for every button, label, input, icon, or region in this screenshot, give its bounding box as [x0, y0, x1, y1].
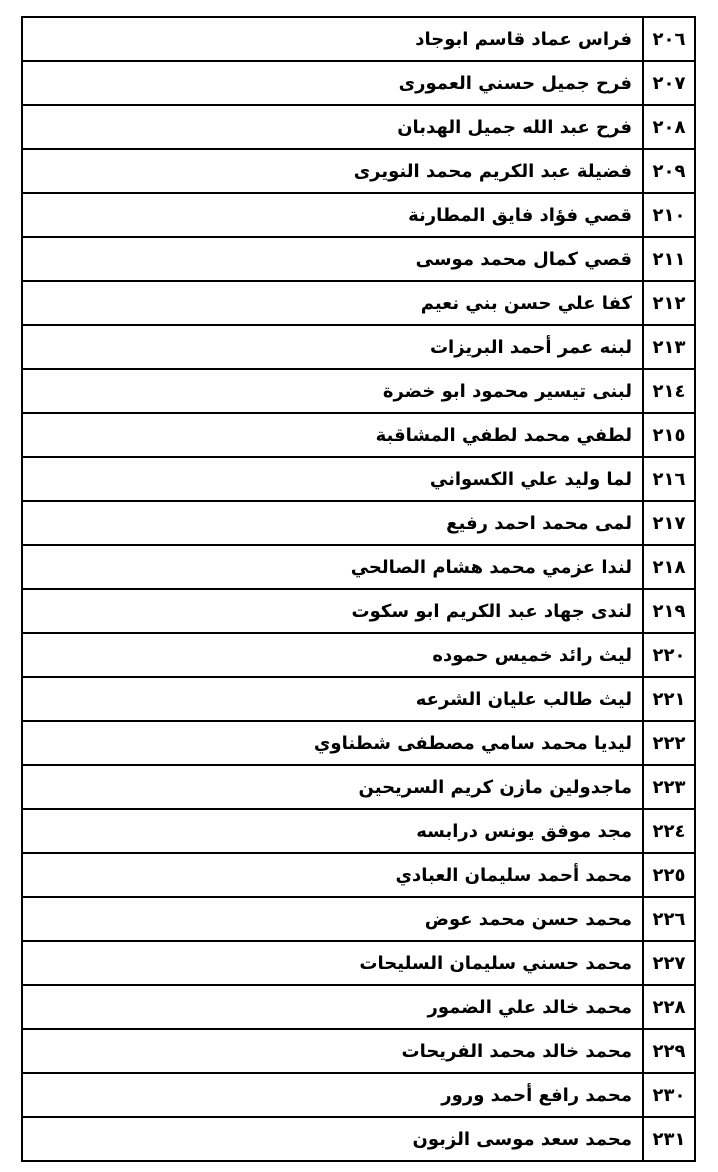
table-row [22, 193, 695, 237]
row-number-cell: ٢٢٨ [643, 985, 695, 1029]
row-name-cell: لندى جهاد عبد الكريم ابو سكوت [22, 589, 643, 633]
row-name-cell: ليث رائد خميس حموده [22, 633, 643, 677]
row-number-cell: ٢١٦ [643, 457, 695, 501]
row-number-cell: ٢٣٠ [643, 1073, 695, 1117]
row-name-cell: ماجدولين مازن كريم السريحين [22, 765, 643, 809]
table-row [22, 765, 695, 809]
row-name-cell: فرح عبد الله جميل الهدبان [22, 105, 643, 149]
row-number-cell: ٢٢٩ [643, 1029, 695, 1073]
row-name-cell: فضيلة عبد الكريم محمد النويرى [22, 149, 643, 193]
row-number-cell: ٢٢٤ [643, 809, 695, 853]
table-row [22, 1073, 695, 1117]
row-number-cell: ٢٢٠ [643, 633, 695, 677]
row-number-cell: ٢٢٥ [643, 853, 695, 897]
row-number-cell: ٢١٧ [643, 501, 695, 545]
table-row [22, 325, 695, 369]
table-row [22, 501, 695, 545]
row-number-cell: ٢١٥ [643, 413, 695, 457]
names-table-body [22, 17, 695, 1161]
row-number-cell: ٢٠٧ [643, 61, 695, 105]
row-name-cell: ليديا محمد سامي مصطفى شطناوي [22, 721, 643, 765]
names-table [21, 16, 696, 1162]
row-name-cell: محمد سعد موسى الزبون [22, 1117, 643, 1161]
table-row [22, 853, 695, 897]
row-name-cell: لمى محمد احمد رفيع [22, 501, 643, 545]
row-name-cell: فراس عماد قاسم ابوجاد [22, 17, 643, 61]
table-row [22, 985, 695, 1029]
row-name-cell: لطفي محمد لطفي المشاقبة [22, 413, 643, 457]
row-number-cell: ٢١٤ [643, 369, 695, 413]
row-number-cell: ٢٠٦ [643, 17, 695, 61]
row-number-cell: ٢١٣ [643, 325, 695, 369]
row-number-cell: ٢١٠ [643, 193, 695, 237]
row-number-cell: ٢١٨ [643, 545, 695, 589]
row-name-cell: قصي فؤاد فايق المطارنة [22, 193, 643, 237]
row-name-cell: محمد حسني سليمان السليحات [22, 941, 643, 985]
table-row [22, 457, 695, 501]
row-name-cell: محمد خالد علي الضمور [22, 985, 643, 1029]
table-row [22, 589, 695, 633]
table-row [22, 677, 695, 721]
row-name-cell: لبنه عمر أحمد البريزات [22, 325, 643, 369]
row-number-cell: ٢٢٣ [643, 765, 695, 809]
table-row [22, 1117, 695, 1161]
row-number-cell: ٢٠٨ [643, 105, 695, 149]
row-name-cell: فرح جميل حسني العمورى [22, 61, 643, 105]
table-row [22, 281, 695, 325]
row-number-cell: ٢٢٧ [643, 941, 695, 985]
row-name-cell: لندا عزمي محمد هشام الصالحي [22, 545, 643, 589]
row-name-cell: محمد خالد محمد الفريحات [22, 1029, 643, 1073]
table-row [22, 105, 695, 149]
table-row [22, 237, 695, 281]
row-number-cell: ٢٠٩ [643, 149, 695, 193]
row-name-cell: محمد رافع أحمد ورور [22, 1073, 643, 1117]
row-number-cell: ٢٢٦ [643, 897, 695, 941]
table-row [22, 1029, 695, 1073]
table-row [22, 897, 695, 941]
row-number-cell: ٢١١ [643, 237, 695, 281]
row-name-cell: لبنى تيسير محمود ابو خضرة [22, 369, 643, 413]
table-row [22, 941, 695, 985]
table-row [22, 721, 695, 765]
row-name-cell: لما وليد علي الكسواني [22, 457, 643, 501]
table-row [22, 413, 695, 457]
table-row [22, 369, 695, 413]
row-number-cell: ٢٢٢ [643, 721, 695, 765]
row-name-cell: محمد حسن محمد عوض [22, 897, 643, 941]
table-row [22, 149, 695, 193]
table-row [22, 633, 695, 677]
table-row [22, 809, 695, 853]
row-name-cell: كفا علي حسن بني نعيم [22, 281, 643, 325]
row-name-cell: قصي كمال محمد موسى [22, 237, 643, 281]
row-number-cell: ٢١٢ [643, 281, 695, 325]
row-name-cell: مجد موفق يونس درابسه [22, 809, 643, 853]
table-row [22, 545, 695, 589]
row-number-cell: ٢٢١ [643, 677, 695, 721]
row-name-cell: محمد أحمد سليمان العبادي [22, 853, 643, 897]
row-number-cell: ٢٣١ [643, 1117, 695, 1161]
table-row [22, 17, 695, 61]
row-number-cell: ٢١٩ [643, 589, 695, 633]
row-name-cell: ليث طالب عليان الشرعه [22, 677, 643, 721]
table-row [22, 61, 695, 105]
